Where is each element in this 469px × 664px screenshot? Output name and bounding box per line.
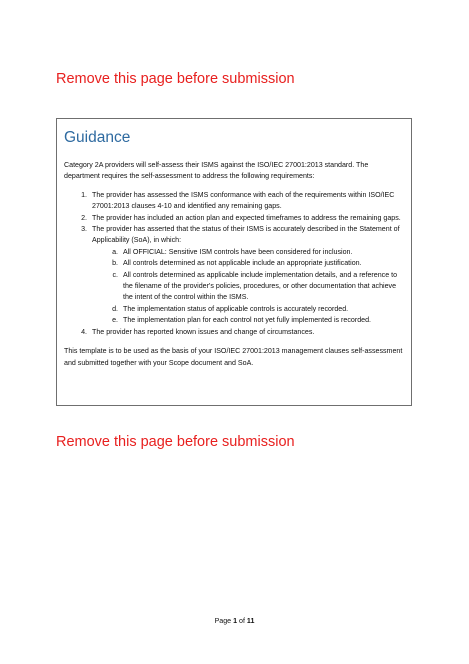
page-number-current: 1 xyxy=(233,617,238,625)
soa-subitem: e. The implementation plan for each control not yet fully implemented is recorded. xyxy=(120,315,404,326)
requirement-item xyxy=(89,327,404,338)
page-number-prefix: Page xyxy=(214,617,234,625)
soa-subitem: c. All controls determined as applicable include implementation details, and a reference to the filename of the provider's policies, procedures, or other documentation that achieve the intent of the control within the ISMS. xyxy=(120,270,404,304)
guidance-intro: Category 2A providers will self-assess their ISMS against the ISO/IEC 27001:2013 standard. The department requires the self-assessment to address the following requirements: xyxy=(64,161,369,181)
soa-subitem: b. All controls determined as not applicable include an appropriate justification. xyxy=(120,258,404,269)
requirement-item xyxy=(89,213,404,224)
remove-page-warning-bottom: Remove this page before submission xyxy=(56,434,295,450)
remove-page-warning-top: Remove this page before submission xyxy=(56,71,295,87)
soa-subitem: d. The implementation status of applicable controls is accurately recorded. xyxy=(120,304,404,315)
requirement-item xyxy=(89,190,404,213)
guidance-title: Guidance xyxy=(64,129,131,146)
requirement-text: The provider has included an action plan and expected timeframes to address the remaining gaps. xyxy=(92,213,401,222)
soa-subitem: a. All OFFICIAL: Sensitive ISM controls have been considered for inclusion. xyxy=(120,247,404,258)
page-number-separator: of xyxy=(237,617,247,625)
page-footer xyxy=(0,617,469,625)
guidance-box xyxy=(56,118,412,406)
requirement-text: The provider has asserted that the status of their ISMS is accurately described in the Statement of Applicability (SoA), in which: xyxy=(92,225,400,245)
requirement-text: The provider has reported known issues and change of circumstances. xyxy=(92,327,315,336)
guidance-outro: This template is to be used as the basis of your ISO/IEC 27001:2013 management clauses self-assessment and submitted together with your Scope document and SoA. xyxy=(64,347,403,367)
requirement-text: The provider has assessed the ISMS conformance with each of the requirements within ISO/IEC 27001:2013 clauses 4-10 and identified any remaining gaps. xyxy=(92,190,395,211)
soa-sublist xyxy=(92,247,404,327)
requirements-list xyxy=(64,190,404,338)
requirement-item xyxy=(89,224,404,327)
page-number-total: 11 xyxy=(246,617,255,625)
